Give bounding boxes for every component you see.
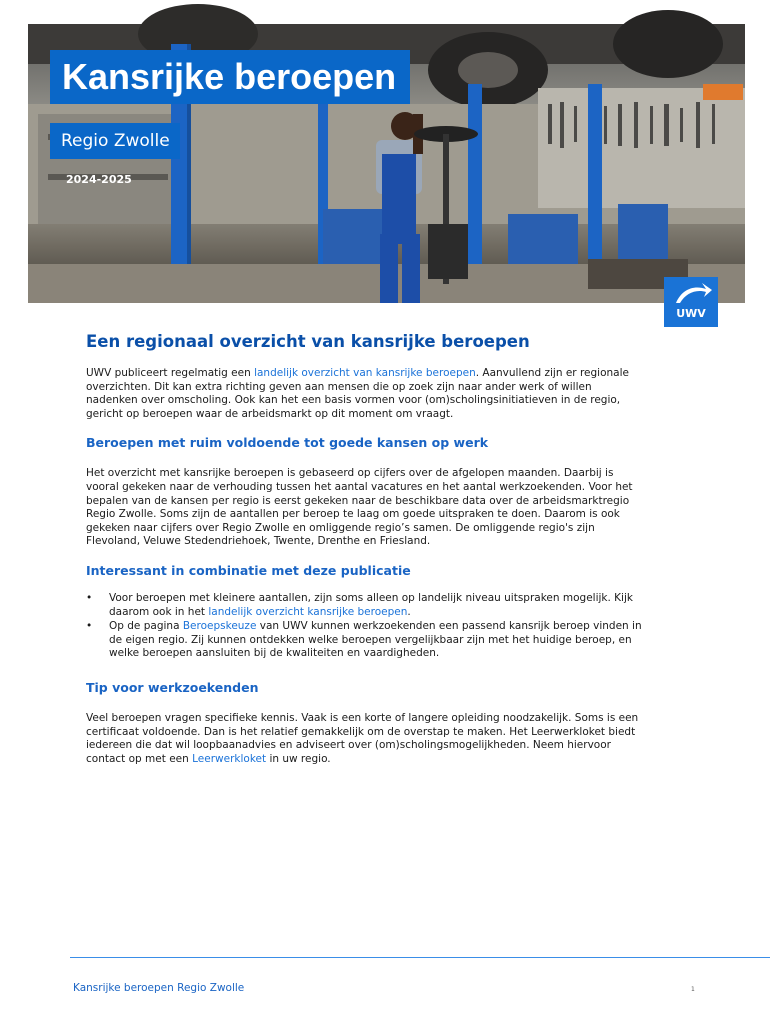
footer-title: Kansrijke beroepen Regio Zwolle	[73, 982, 245, 994]
logo-text: UWV	[676, 307, 706, 320]
main-content	[86, 332, 646, 766]
related-list	[86, 592, 646, 661]
bullet: •	[86, 620, 93, 633]
link-landelijk-kansrijke-beroepen[interactable]: landelijk overzicht kansrijke beroepen	[208, 605, 408, 618]
region-label: Regio Zwolle	[50, 123, 180, 159]
page-number: 1	[691, 986, 695, 993]
bullet: •	[86, 591, 93, 604]
section1-heading: Beroepen met ruim voldoende tot goede kansen op werk	[86, 435, 489, 451]
footer-divider	[70, 957, 770, 958]
intro-heading: Een regionaal overzicht van kansrijke beroepen	[86, 332, 530, 351]
link-landelijk-overzicht[interactable]: landelijk overzicht van kansrijke beroepen	[254, 367, 476, 379]
section3-paragraph: Veel beroepen vragen specifieke kennis. Vaak is een korte of langere opleiding noodzakelijk. Soms is een certificaat voldoende. Dan is het relatief gemakkelijk om de overstap te maken. Het Leerwerkloket biedt iedereen die dat wil loopbaanadvies en adviseert over (om)scholingsmogelijkheden. Neem hiervoor contact op met een Leerwerkloket in uw regio.	[86, 711, 639, 765]
link-leerwerkloket[interactable]: Leerwerkloket	[192, 752, 267, 765]
page-title: Kansrijke beroepen	[50, 50, 410, 104]
period-label: 2024-2025	[66, 173, 132, 186]
list-item: • Voor beroepen met kleinere aantallen, zijn soms alleen op landelijk niveau uitspraken mogelijk. Kijk daarom ook in het landelijk overzicht kansrijke beroepen.	[86, 591, 633, 618]
uwv-logo	[664, 277, 718, 327]
intro-paragraph: UWV publiceert regelmatig een landelijk overzicht van kansrijke beroepen. Aanvullend zijn er regionale overzichten. Dit kan extra richting geven aan mensen die op zoek zijn naar ander werk of willen nadenken over omscholing. Ook kan het een basis vormen voor (om)scholingsinitiatieven in de regio, gericht op beroepen waar de arbeidsmarkt op dit moment om vraagt.	[86, 367, 629, 420]
uwv-arrow-icon	[664, 277, 718, 307]
section1-paragraph: Het overzicht met kansrijke beroepen is gebaseerd op cijfers over de afgelopen maanden. Daarbij is vooral gekeken naar de verhouding tussen het aantal vacatures en het aantal werkzoekenden. Voor het bepalen van de kansen per regio is eerst gekeken naar de beschikbare data over de arbeidsmarktregio Regio Zwolle. Soms zijn de aantallen per beroep te laag om goede uitspraken te doen. Daarom is ook gekeken naar cijfers over Regio Zwolle en omliggende regio’s samen. De omliggende regio's zijn Flevoland, Veluwe Stedendriehoek, Twente, Drenthe en Friesland.	[86, 467, 633, 548]
section2-heading: Interessant in combinatie met deze publicatie	[86, 562, 411, 578]
list-item: • Op de pagina Beroepskeuze van UWV kunnen werkzoekenden een passend kansrijk beroep vinden in de eigen regio. Zij kunnen ontdekken welke beroepen vergelijkbaar zijn met het huidige beroep, en welke beroepen aansluiten bij de kwaliteiten en vaardigheden.	[86, 620, 642, 660]
link-beroepskeuze[interactable]: Beroepskeuze	[182, 620, 257, 633]
section3-heading: Tip voor werkzoekenden	[86, 679, 259, 695]
